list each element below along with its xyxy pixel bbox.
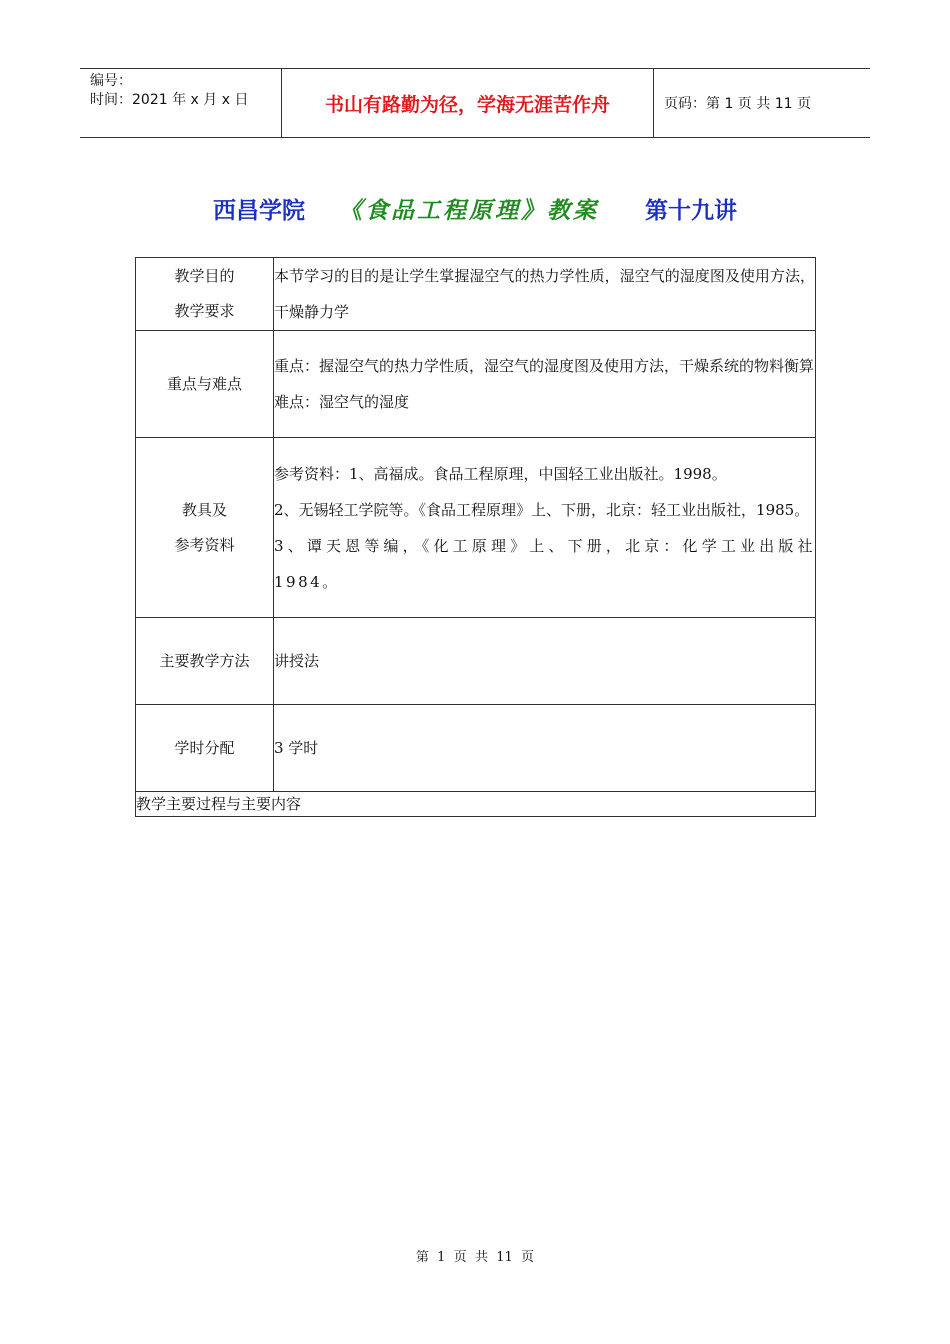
title-course: 《食品工程原理》教案	[339, 198, 599, 224]
document-header	[80, 68, 870, 138]
table-row-method	[136, 618, 816, 705]
title-school: 西昌学院	[213, 198, 305, 224]
page-title	[0, 192, 950, 225]
reference-3: 3、谭天恩等编，《化工原理》上、下册，北京：化学工业出版社 1984。	[274, 536, 815, 591]
key-points-label: 重点与难点	[136, 331, 274, 438]
header-meta	[80, 69, 281, 137]
title-lecture: 第十九讲	[645, 198, 737, 224]
objective-content: 本节学习的目的是让学生掌握湿空气的热力学性质，湿空气的湿度图及使用方法，干燥静力学	[274, 258, 816, 331]
time-label: 时间：2021 年 x 月 x 日	[90, 92, 249, 108]
table-row-key-points	[136, 331, 816, 438]
references-label: 教具及 参考资料	[136, 438, 274, 618]
header-page-info: 页码：第 1 页 共 11 页	[664, 96, 811, 112]
table-row-process	[136, 792, 816, 817]
table-row-objective	[136, 258, 816, 331]
header-motto: 书山有路勤为径，学海无涯苦作舟	[281, 69, 654, 137]
reference-2: 2、无锡轻工学院等。《食品工程原理》上、下册，北京：轻工业出版社，1985。	[274, 500, 810, 519]
number-label: 编号：	[90, 73, 132, 89]
method-label: 主要教学方法	[136, 618, 274, 705]
method-content: 讲授法	[274, 618, 816, 705]
references-content	[274, 438, 816, 618]
hours-label: 学时分配	[136, 705, 274, 792]
page-footer: 第 1 页 共 11 页	[415, 1250, 535, 1265]
objective-label: 教学目的 教学要求	[136, 258, 274, 331]
table-row-hours	[136, 705, 816, 792]
process-label: 教学主要过程与主要内容	[136, 792, 816, 817]
difficult-point: 难点：湿空气的湿度	[274, 393, 410, 411]
table-row-references	[136, 438, 816, 618]
key-points-content	[274, 331, 816, 438]
lesson-plan-table	[135, 257, 816, 817]
key-point: 重点：握湿空气的热力学性质，湿空气的湿度图及使用方法，干燥系统的物料衡算	[274, 357, 815, 375]
reference-1: 参考资料：1、高福成。食品工程原理，中国轻工业出版社。1998。	[274, 464, 727, 483]
hours-content: 3 学时	[274, 705, 816, 792]
